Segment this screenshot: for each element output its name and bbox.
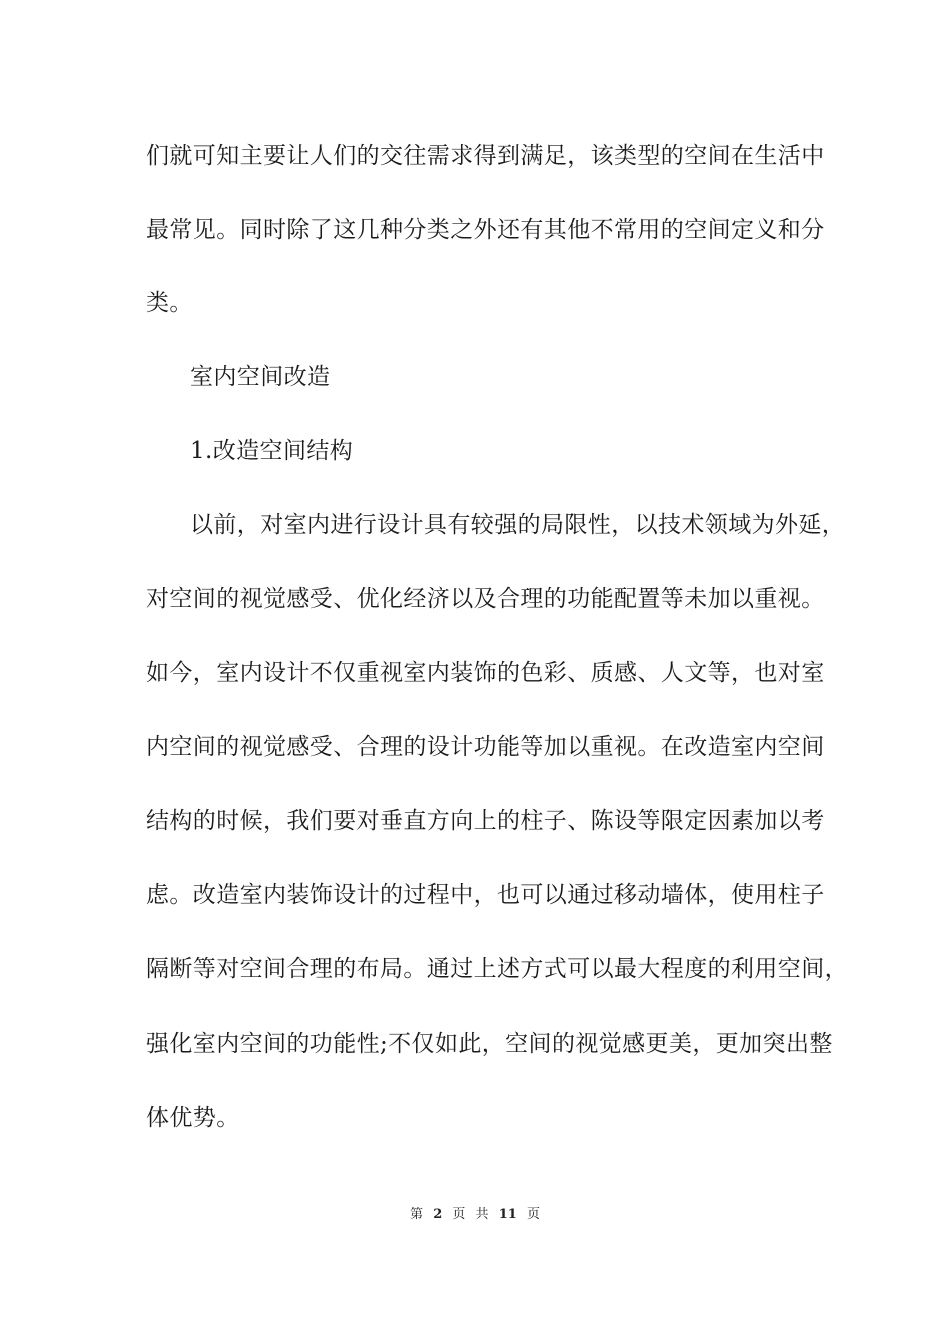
paragraph-line: 类。 (146, 290, 193, 316)
paragraph-line: 强化室内空间的功能性;不仅如此，空间的视觉感更美，更加突出整 (146, 1031, 833, 1057)
paragraph-line: 以前，对室内进行设计具有较强的局限性，以技术领域为外延， (190, 512, 846, 538)
footer-total-word: 共 (475, 1207, 489, 1222)
paragraph-line: 内空间的视觉感受、合理的设计功能等加以重视。在改造室内空间 (146, 734, 825, 760)
total-page-count: 11 (498, 1207, 517, 1222)
paragraph-line: 隔断等对空间合理的布局。通过上述方式可以最大程度的利用空间， (146, 956, 848, 982)
footer-page-word: 页 (452, 1207, 466, 1222)
paragraph-line: 对空间的视觉感受、优化经济以及合理的功能配置等未加以重视。 (146, 586, 825, 612)
paragraph-line: 虑。改造室内装饰设计的过程中，也可以通过移动墙体，使用柱子 (146, 882, 825, 908)
paragraph-line: 们就可知主要让人们的交往需求得到满足，该类型的空间在生活中 (146, 143, 825, 169)
paragraph-line: 结构的时候，我们要对垂直方向上的柱子、陈设等限定因素加以考 (146, 808, 825, 834)
paragraph-line: 最常见。同时除了这几种分类之外还有其他不常用的空间定义和分 (146, 217, 825, 243)
paragraph-line: 如今，室内设计不仅重视室内装饰的色彩、质感、人文等，也对室 (146, 660, 825, 686)
paragraph-line: 体优势。 (146, 1105, 240, 1131)
current-page-number: 2 (433, 1207, 443, 1222)
section-heading: 室内空间改造 (190, 364, 331, 390)
subsection-heading: 1.改造空间结构 (190, 438, 354, 464)
footer-suffix: 页 (526, 1207, 540, 1222)
footer-prefix: 第 (410, 1207, 424, 1222)
page-footer (0, 1206, 950, 1224)
